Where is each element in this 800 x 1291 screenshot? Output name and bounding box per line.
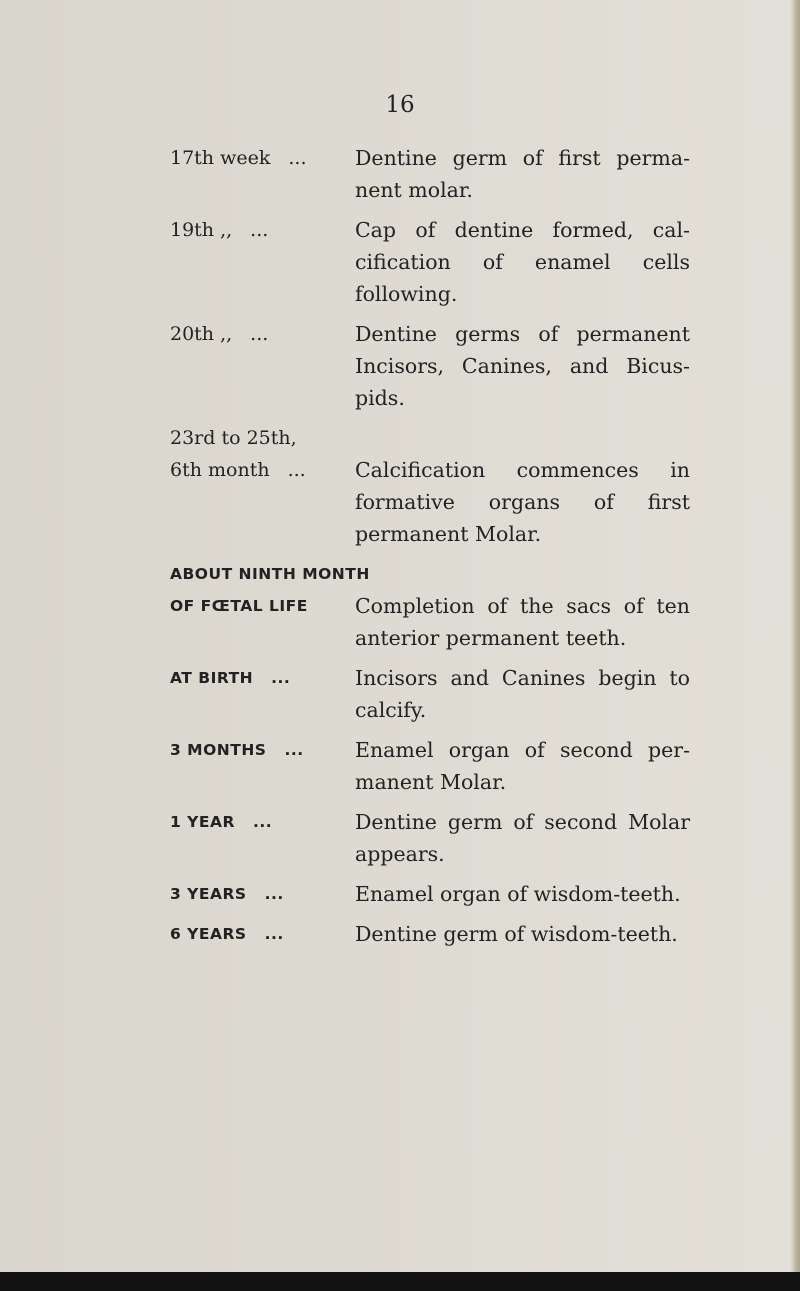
entry-date-prelude: 23rd to 25th, [170,427,297,449]
timeline-entry [170,806,690,870]
timeline-list [170,142,690,958]
timeline-entry [170,318,690,414]
entry-description: Dentine germ of wisdom-teeth. [355,922,678,946]
entry-date-text: 3 YEARS [170,885,247,903]
entry-date-text: 20th ,, [170,323,233,345]
entry-date [170,662,355,694]
entry-date [170,142,355,174]
entry-date-text: OF FŒTAL LIFE [170,597,308,615]
entry-date [170,454,355,486]
entry-dots: ... [264,885,284,903]
entry-dots: ... [252,813,273,831]
entry-description: Cap of dentine formed, cal-cification of enamel cells following. [355,218,690,306]
entry-date-text: 3 MONTHS [170,741,267,759]
entry-date [170,734,355,766]
timeline-entry [170,422,690,550]
entry-dots: ... [250,219,269,241]
entry-date-text: 6 YEARS [170,925,247,943]
entry-dots: ... [264,925,284,943]
timeline-entry [170,662,690,726]
entry-description: Enamel organ of wisdom-teeth. [355,882,681,906]
timeline-entry [170,558,690,654]
entry-description: Enamel organ of second per-manent Molar. [355,738,690,794]
entry-date-prelude: ABOUT NINTH MONTH [170,565,370,583]
entry-date [170,318,355,350]
page-number: 16 [385,92,415,118]
entry-description: Incisors and Canines begin to calcify. [355,666,690,722]
entry-description: Completion of the sacs of ten anterior permanent teeth. [355,594,690,650]
entry-date [170,918,355,950]
entry-description: Dentine germs of permanent Incisors, Canines, and Bicus-pids. [355,322,690,410]
entry-date-text: AT BIRTH [170,669,254,687]
timeline-entry [170,918,690,950]
entry-description: Calcification commences in formative organs of first permanent Molar. [355,458,690,546]
entry-dots: ... [271,669,291,687]
entry-description: Dentine germ of second Molar appears. [355,810,690,866]
entry-date [170,214,355,246]
entry-dots: ... [288,147,307,169]
entry-date-text: 6th month [170,459,270,481]
entry-date [170,590,355,622]
entry-dots: ... [287,459,306,481]
entry-description: Dentine germ of first perma-nent molar. [355,146,690,202]
entry-dots: ... [250,323,269,345]
timeline-entry [170,142,690,206]
timeline-entry [170,734,690,798]
entry-date-text: 17th week [170,147,271,169]
entry-date-text: 19th ,, [170,219,233,241]
entry-dots: ... [284,741,304,759]
bottom-border [0,1272,800,1291]
page-edge [790,0,800,1291]
entry-date [170,878,355,910]
entry-date-text: 1 YEAR [170,813,235,831]
timeline-entry [170,878,690,910]
entry-date [170,806,355,838]
timeline-entry [170,214,690,310]
